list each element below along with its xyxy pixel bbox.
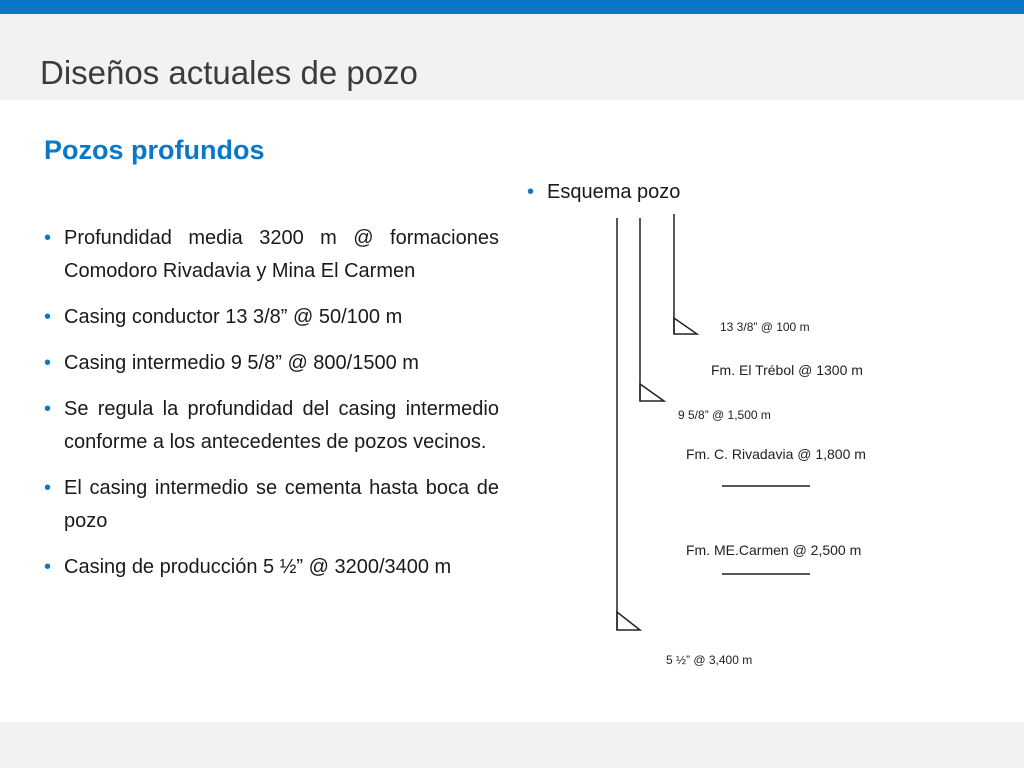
production-shoe bbox=[617, 612, 640, 630]
well-schema-diagram bbox=[600, 200, 920, 680]
intermediate-label: 9 5/8” @ 1,500 m bbox=[678, 408, 771, 422]
bullet-item: • Profundidad media 3200 m @ formaciones Comodoro Rivadavia y Mina El Carmen bbox=[44, 222, 499, 288]
rivadavia-label: Fm. C. Rivadavia @ 1,800 m bbox=[686, 446, 866, 462]
bullet-item: • Casing de producción 5 ½” @ 3200/3400 m bbox=[44, 551, 499, 584]
schema-bullet-label: Esquema pozo bbox=[547, 181, 681, 203]
footer-band bbox=[0, 722, 1024, 768]
intermediate-shoe bbox=[640, 384, 664, 401]
conductor-label: 13 3/8” @ 100 m bbox=[720, 320, 810, 334]
trebol-label: Fm. El Trébol @ 1300 m bbox=[711, 362, 863, 378]
bullet-item: • Se regula la profundidad del casing intermedio conforme a los antecedentes de pozos vecinos. bbox=[44, 393, 499, 459]
bullet-dot: • bbox=[527, 181, 535, 203]
bullet-item: • El casing intermedio se cementa hasta boca de pozo bbox=[44, 472, 499, 538]
slide-title: Diseños actuales de pozo bbox=[40, 54, 418, 91]
production-label: 5 ½” @ 3,400 m bbox=[666, 653, 753, 667]
bullet-item: • Casing intermedio 9 5/8” @ 800/1500 m bbox=[44, 347, 499, 380]
conductor-shoe bbox=[674, 318, 697, 334]
section-title: Pozos profundos bbox=[44, 135, 265, 165]
carmen-label: Fm. ME.Carmen @ 2,500 m bbox=[686, 542, 862, 558]
bullet-list bbox=[44, 222, 499, 597]
bullet-item: • Casing conductor 13 3/8” @ 50/100 m bbox=[44, 301, 499, 334]
top-accent-bar bbox=[0, 0, 1024, 14]
